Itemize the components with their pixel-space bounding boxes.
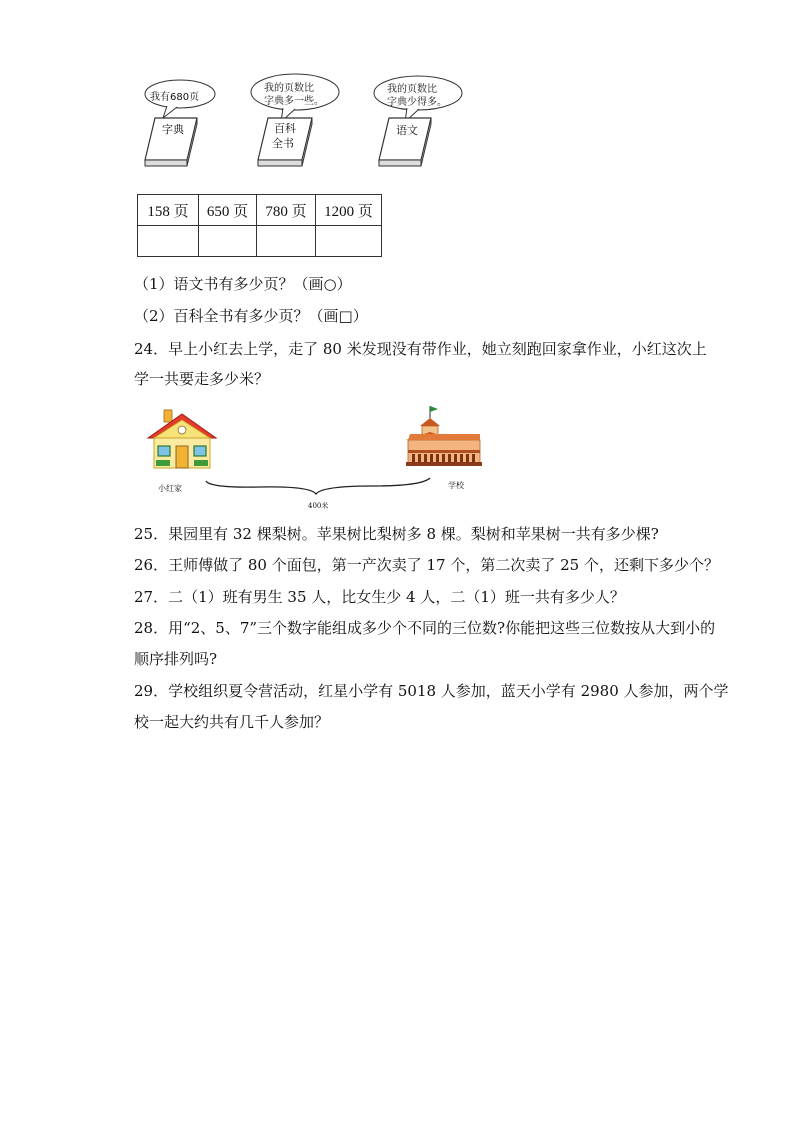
question-26: 26．王师傅做了 80 个面包，第一产次卖了 17 个，第二次卖了 25 个，还剩下多少个？ (134, 556, 719, 574)
chinese-bubble-text-2: 字典少得多。 (387, 97, 447, 108)
question-24-line-2: 学一共要走多少米？ (134, 370, 270, 388)
home-school-diagram (140, 404, 490, 514)
table-cell: 158 页 (138, 195, 199, 226)
distance-brace (206, 478, 430, 494)
question-25: 25．果园里有 32 棵梨树。苹果树比梨树多 8 棵。梨树和苹果树一共有多少棵? (134, 525, 659, 543)
encyclopedia-bubble-text-2: 字典多一些。 (264, 96, 324, 107)
table-cell: 780 页 (257, 195, 316, 226)
school-icon (406, 406, 482, 466)
answer-cell[interactable] (199, 226, 257, 257)
encyclopedia-bubble-text-1: 我的页数比 (264, 83, 314, 94)
question-28-line-1: 28．用“2、5、7”三个数字能组成多少个不同的三位数?你能把这些三位数按从大到小的 (134, 619, 716, 637)
answer-cell[interactable] (316, 226, 382, 257)
page-count-table (137, 194, 382, 257)
table-row (138, 195, 382, 226)
table-cell: 650 页 (199, 195, 257, 226)
encyclopedia-label-1: 百科 (274, 122, 296, 135)
question-28-line-2: 顺序排列吗? (134, 650, 218, 668)
school-label: 学校 (448, 481, 464, 490)
encyclopedia-label-2: 全书 (272, 137, 294, 150)
question-29-line-1: 29．学校组织夏令营活动，红星小学有 5018 人参加，蓝天小学有 2980 人参加，两个学 (134, 682, 729, 700)
dictionary-label: 字典 (162, 123, 184, 136)
table-cell: 1200 页 (316, 195, 382, 226)
table-row (138, 226, 382, 257)
question-24-line-1: 24．早上小红去上学，走了 80 米发现没有带作业，她立刻跑回家拿作业，小红这次上 (134, 340, 707, 358)
answer-cell[interactable] (257, 226, 316, 257)
chinese-bubble-text-1: 我的页数比 (387, 84, 437, 95)
answer-cell[interactable] (138, 226, 199, 257)
dictionary-bubble-text: 我有680页 (150, 92, 200, 103)
question-29-line-2: 校一起大约共有几千人参加？ (134, 713, 330, 731)
question-23-part-1: （1）语文书有多少页？（画○） (134, 275, 352, 293)
house-icon (148, 410, 216, 468)
question-23-part-2: （2）百科全书有多少页？（画□） (134, 307, 368, 325)
home-label: 小红家 (158, 484, 182, 493)
chinese-book-label: 语文 (396, 124, 418, 137)
distance-label: 400米 (308, 502, 329, 510)
question-27: 27．二（1）班有男生 35 人，比女生少 4 人，二（1）班一共有多少人？ (134, 588, 625, 606)
